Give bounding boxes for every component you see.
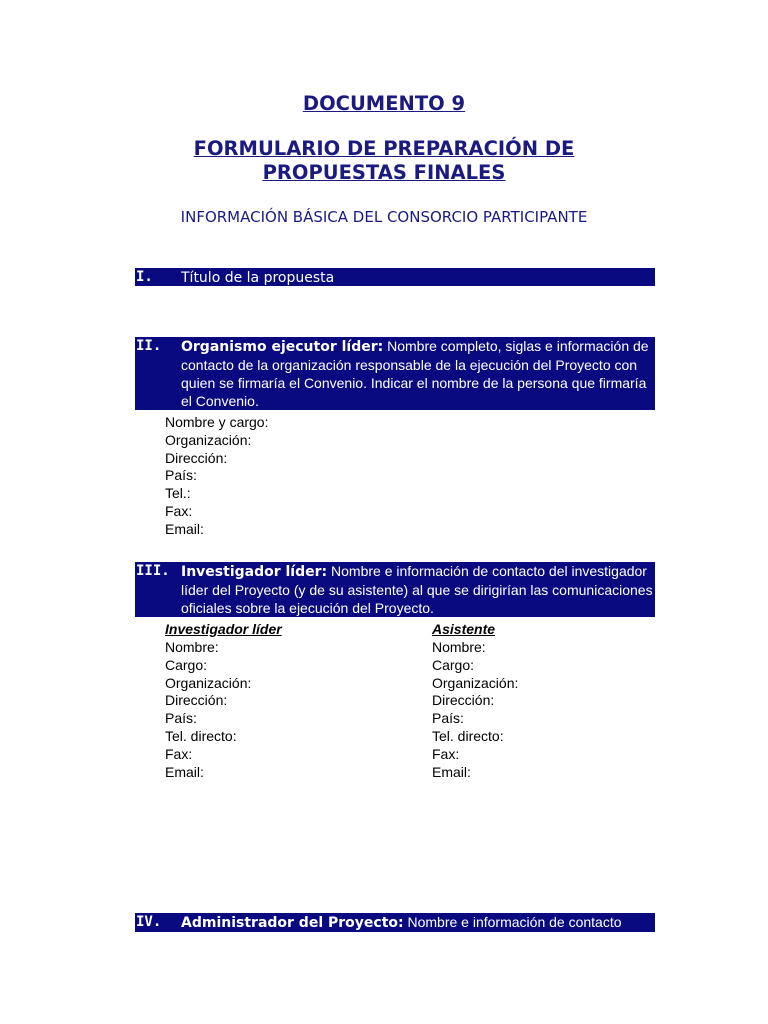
form-title-line-2: PROPUESTAS FINALES	[262, 161, 506, 184]
section-1-title: Título de la propuesta	[181, 270, 335, 286]
field-label: Organización:	[165, 674, 252, 691]
field-label: Organización:	[432, 674, 519, 691]
field-label: Tel. directo:	[165, 727, 237, 744]
field-label: Email:	[165, 520, 204, 537]
field-label: Fax:	[165, 745, 193, 762]
field-label: País:	[165, 710, 197, 727]
field-label: País:	[432, 710, 464, 727]
section-3-header	[135, 562, 655, 617]
field-label: Dirección:	[432, 692, 495, 709]
field-label: País:	[165, 467, 197, 484]
section-1-number: I.	[136, 269, 153, 285]
field-label: Tel. directo:	[432, 727, 504, 744]
section-4-number: IV.	[136, 914, 162, 930]
field-label: Email:	[165, 763, 204, 780]
field-label: Dirección:	[165, 692, 228, 709]
section-2-field-list	[165, 414, 268, 539]
field-label: Fax:	[432, 745, 460, 762]
field-label: Organización:	[165, 431, 252, 448]
section-4-description: Nombre e información de contacto	[407, 914, 622, 930]
field-label: Cargo:	[432, 656, 475, 673]
section-3-description: Nombre e información de contacto del investigador líder del Proyecto (y de su asistente) al que se dirigirían las comunicaciones oficiales sobre la ejecución del Proyecto.	[181, 563, 653, 616]
field-label: Nombre y cargo:	[165, 414, 269, 430]
field-label: Dirección:	[165, 449, 228, 466]
form-subtitle: INFORMACIÓN BÁSICA DEL CONSORCIO PARTICIPANTE	[180, 208, 588, 226]
section-3-title: Investigador líder:	[181, 564, 328, 580]
section-3-number: III.	[136, 563, 170, 579]
field-label: Nombre:	[165, 639, 219, 655]
lead-investigator-field-list	[165, 639, 251, 781]
field-label: Tel.:	[165, 485, 191, 502]
section-2-number: II.	[136, 338, 162, 354]
field-label: Nombre:	[432, 639, 486, 655]
section-2-header	[135, 337, 655, 410]
form-title-line-1: FORMULARIO DE PREPARACIÓN DE	[193, 137, 575, 160]
field-label: Fax:	[165, 502, 193, 519]
section-2-title: Organismo ejecutor líder:	[181, 339, 384, 355]
document-number: DOCUMENTO 9	[302, 92, 466, 115]
section-2-description: Nombre completo, siglas e información de contacto de la organización responsable de la ejecución del Proyecto con quien se firmaría el Convenio. Indicar el nombre de la persona que firmaría el Convenio.	[181, 338, 649, 409]
section-4-header	[135, 913, 655, 932]
field-label: Cargo:	[165, 656, 208, 673]
lead-investigator-heading: Investigador líder	[165, 621, 282, 637]
field-label: Email:	[432, 763, 471, 780]
section-4-title: Administrador del Proyecto:	[181, 915, 404, 931]
section-1-header	[135, 268, 655, 286]
assistant-heading: Asistente	[432, 621, 496, 637]
assistant-field-list	[432, 639, 518, 781]
